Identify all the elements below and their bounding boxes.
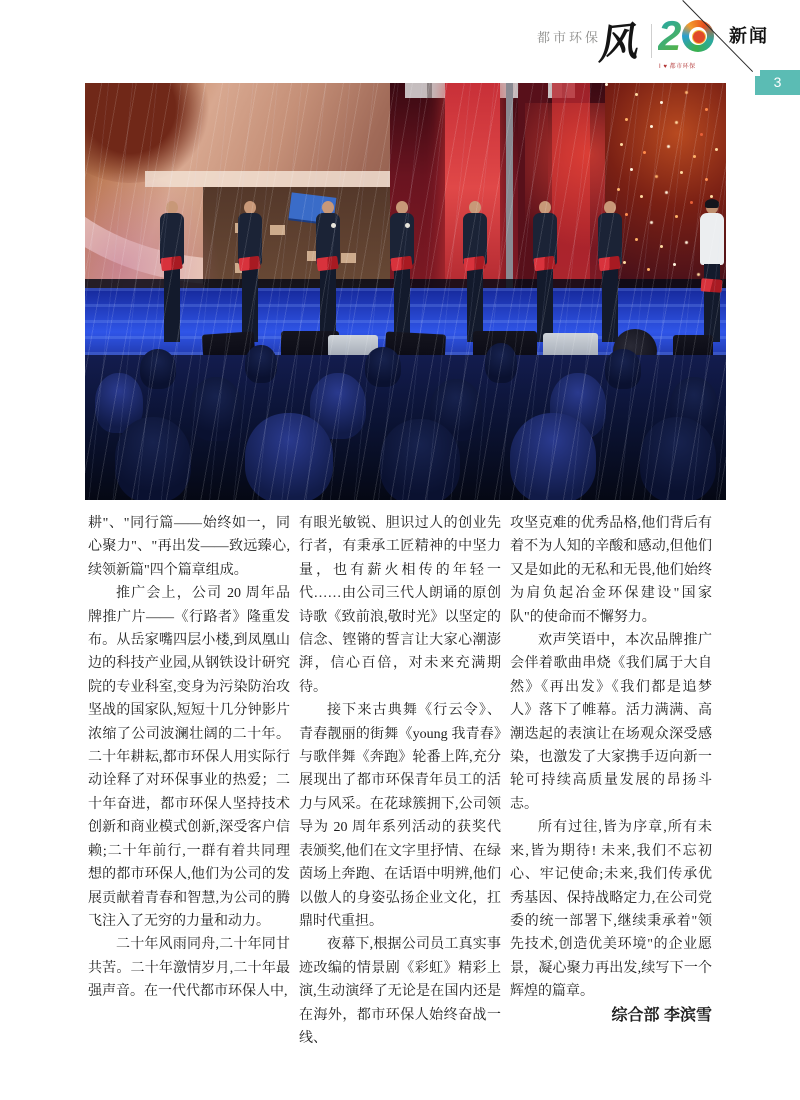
person-figure [595,201,625,345]
aerial-hut [341,253,356,263]
red-folder [463,256,485,271]
article-paragraph: 推广会上，公司 20 周年品牌推广片——《行路者》隆重发布。从岳家嘴四层小楼,到凤凰山边的科技产业园,从钢铁设计研究院的专业科室,变身为污染防治攻坚战的国家队,短短十几分钟影片浓缩了公司波澜壮阔的二十年。二十年耕耘,都市环保人用实际行动诠释了对环保事业的热爱；二十年奋进，都市环保人坚持技术创新和商业模式创新,深受客户信赖;二十年前行,一群有着共同理想的都市环保人,他们为公司的发展贡献着青春和智慧,为公司的腾飞注入了无穷的力量和动力。 [88,586,290,929]
article-paragraph: 所有过往,皆为序章,所有未来,皆为期待! 未来,我们不忘初心、牢记使命;未来,我们传承优秀基因、保持战略定力,在公司党委的统一部署下,继续秉承着"领先技术,创造优美环境"的企业愿景，凝心聚力再出发,续写下一个辉煌的篇章。 [510,820,712,1000]
article-column-2 [299,512,501,1050]
audience-head [485,343,517,383]
audience-silhouettes [85,355,726,500]
aerial-hut [270,225,285,235]
grey-pole [506,83,513,293]
section-label: 新闻 [729,26,769,46]
person-legs [164,264,180,342]
anniversary-tagline: I ♥ 都市环保 [659,64,696,70]
person-figure [157,201,187,345]
article-paragraph: 耕"、"同行篇——始终如一，同心聚力"、"再出发——致远臻心,续领新篇"四个篇章组成。 [88,516,290,578]
audience-head [245,413,333,500]
firework-sparks [605,83,608,86]
article-paragraph: 攻坚克难的优秀品格,他们背后有着不为人知的辛酸和感动,但他们又是如此的无私和无畏,他们始终为肩负起冶金环保建设"国家队"的使命而不懈努力。 [510,516,712,625]
audience-head [510,413,596,500]
red-folder [701,278,723,292]
audience-head [190,377,242,441]
article-paragraph: 接下来古典舞《行云令》、青春靓丽的街舞《young 我青春》与歌伴舞《奔跑》轮番上阵,充分展现出了都市环保青年员工的活力与风采。在花球簇拥下,公司领导为 20 周年系列活动的获奖代表颁奖,他们在文字里抒情、在绿茵场上奔跑、在话语中明辨,他们以傲人的身姿弘扬企业文化，扛鼎时代重担。 [299,703,501,929]
corsage-flower [405,223,410,228]
person-legs [704,264,720,342]
article-column-3 [510,512,712,1027]
article-column-1 [88,512,290,1004]
person-legs [602,264,618,342]
person-legs [242,264,258,342]
brand-text: 都市环保 [537,30,602,45]
article-paragraph: 有眼光敏锐、胆识过人的创业先行者，有秉承工匠精神的中坚力量，也有薪火相传的年轻一代……由公司三代人朗诵的原创诗歌《致前浪,敬时光》以坚定的信念、铿锵的誓言让大家心潮澎湃，信心百倍，对未来充满期待。 [299,516,501,695]
article-paragraph: 欢声笑语中，本次品牌推广会伴着歌曲串烧《我们属于大自然》《再出发》《我们都是追梦人》落下了帷幕。活力满满、高潮迭起的表演让在场观众深受感染，也激发了大家携手迈向新一轮可持续高质量发展的昂扬斗志。 [510,633,712,812]
aerial-pink-wash [85,173,225,293]
person-figure [530,201,560,345]
person-legs [537,264,553,342]
logo-divider [651,24,652,58]
backdrop-red-screen [390,83,605,293]
person-blouse [700,213,724,265]
logo-digit-2: 2 [658,12,682,59]
audience-head [640,417,716,500]
red-folder [598,256,620,271]
red-folder [533,256,555,271]
audience-head [605,349,641,389]
anniversary-20-logo [658,12,716,60]
red-folder [316,256,338,271]
red-folder [390,256,412,271]
stage-event-photo [85,83,726,500]
audience-head [365,347,401,387]
corsage-flower [331,223,336,228]
article-paragraph: 二十年风雨同舟,二十年同甘共苦。二十年激情岁月,二十年最强声音。在一代代都市环保人中, [88,937,290,1000]
person-figure [235,201,265,345]
person-figure [313,201,343,345]
person-figure [460,201,490,345]
corner-square [753,69,760,76]
logo-center-dot-icon [692,30,706,44]
person-legs [394,264,410,342]
red-folder [238,256,260,271]
red-folder [160,256,182,271]
article-paragraph: 夜幕下,根据公司员工真实事迹改编的情景剧《彩虹》精彩上演,生动演绎了无论是在国内还是在海外，都市环保人始终奋战一线、 [299,937,501,1046]
audience-head [245,345,277,383]
audience-head [115,417,191,500]
audience-head [140,349,176,389]
person-figure [387,201,417,345]
page-number-badge: 3 [755,70,800,95]
brand-calligraphy-mark: 风 [593,18,639,69]
audience-head [380,419,460,500]
person-figure-woman [697,201,726,345]
article-byline: 综合部 李滨雪 [611,1006,712,1024]
